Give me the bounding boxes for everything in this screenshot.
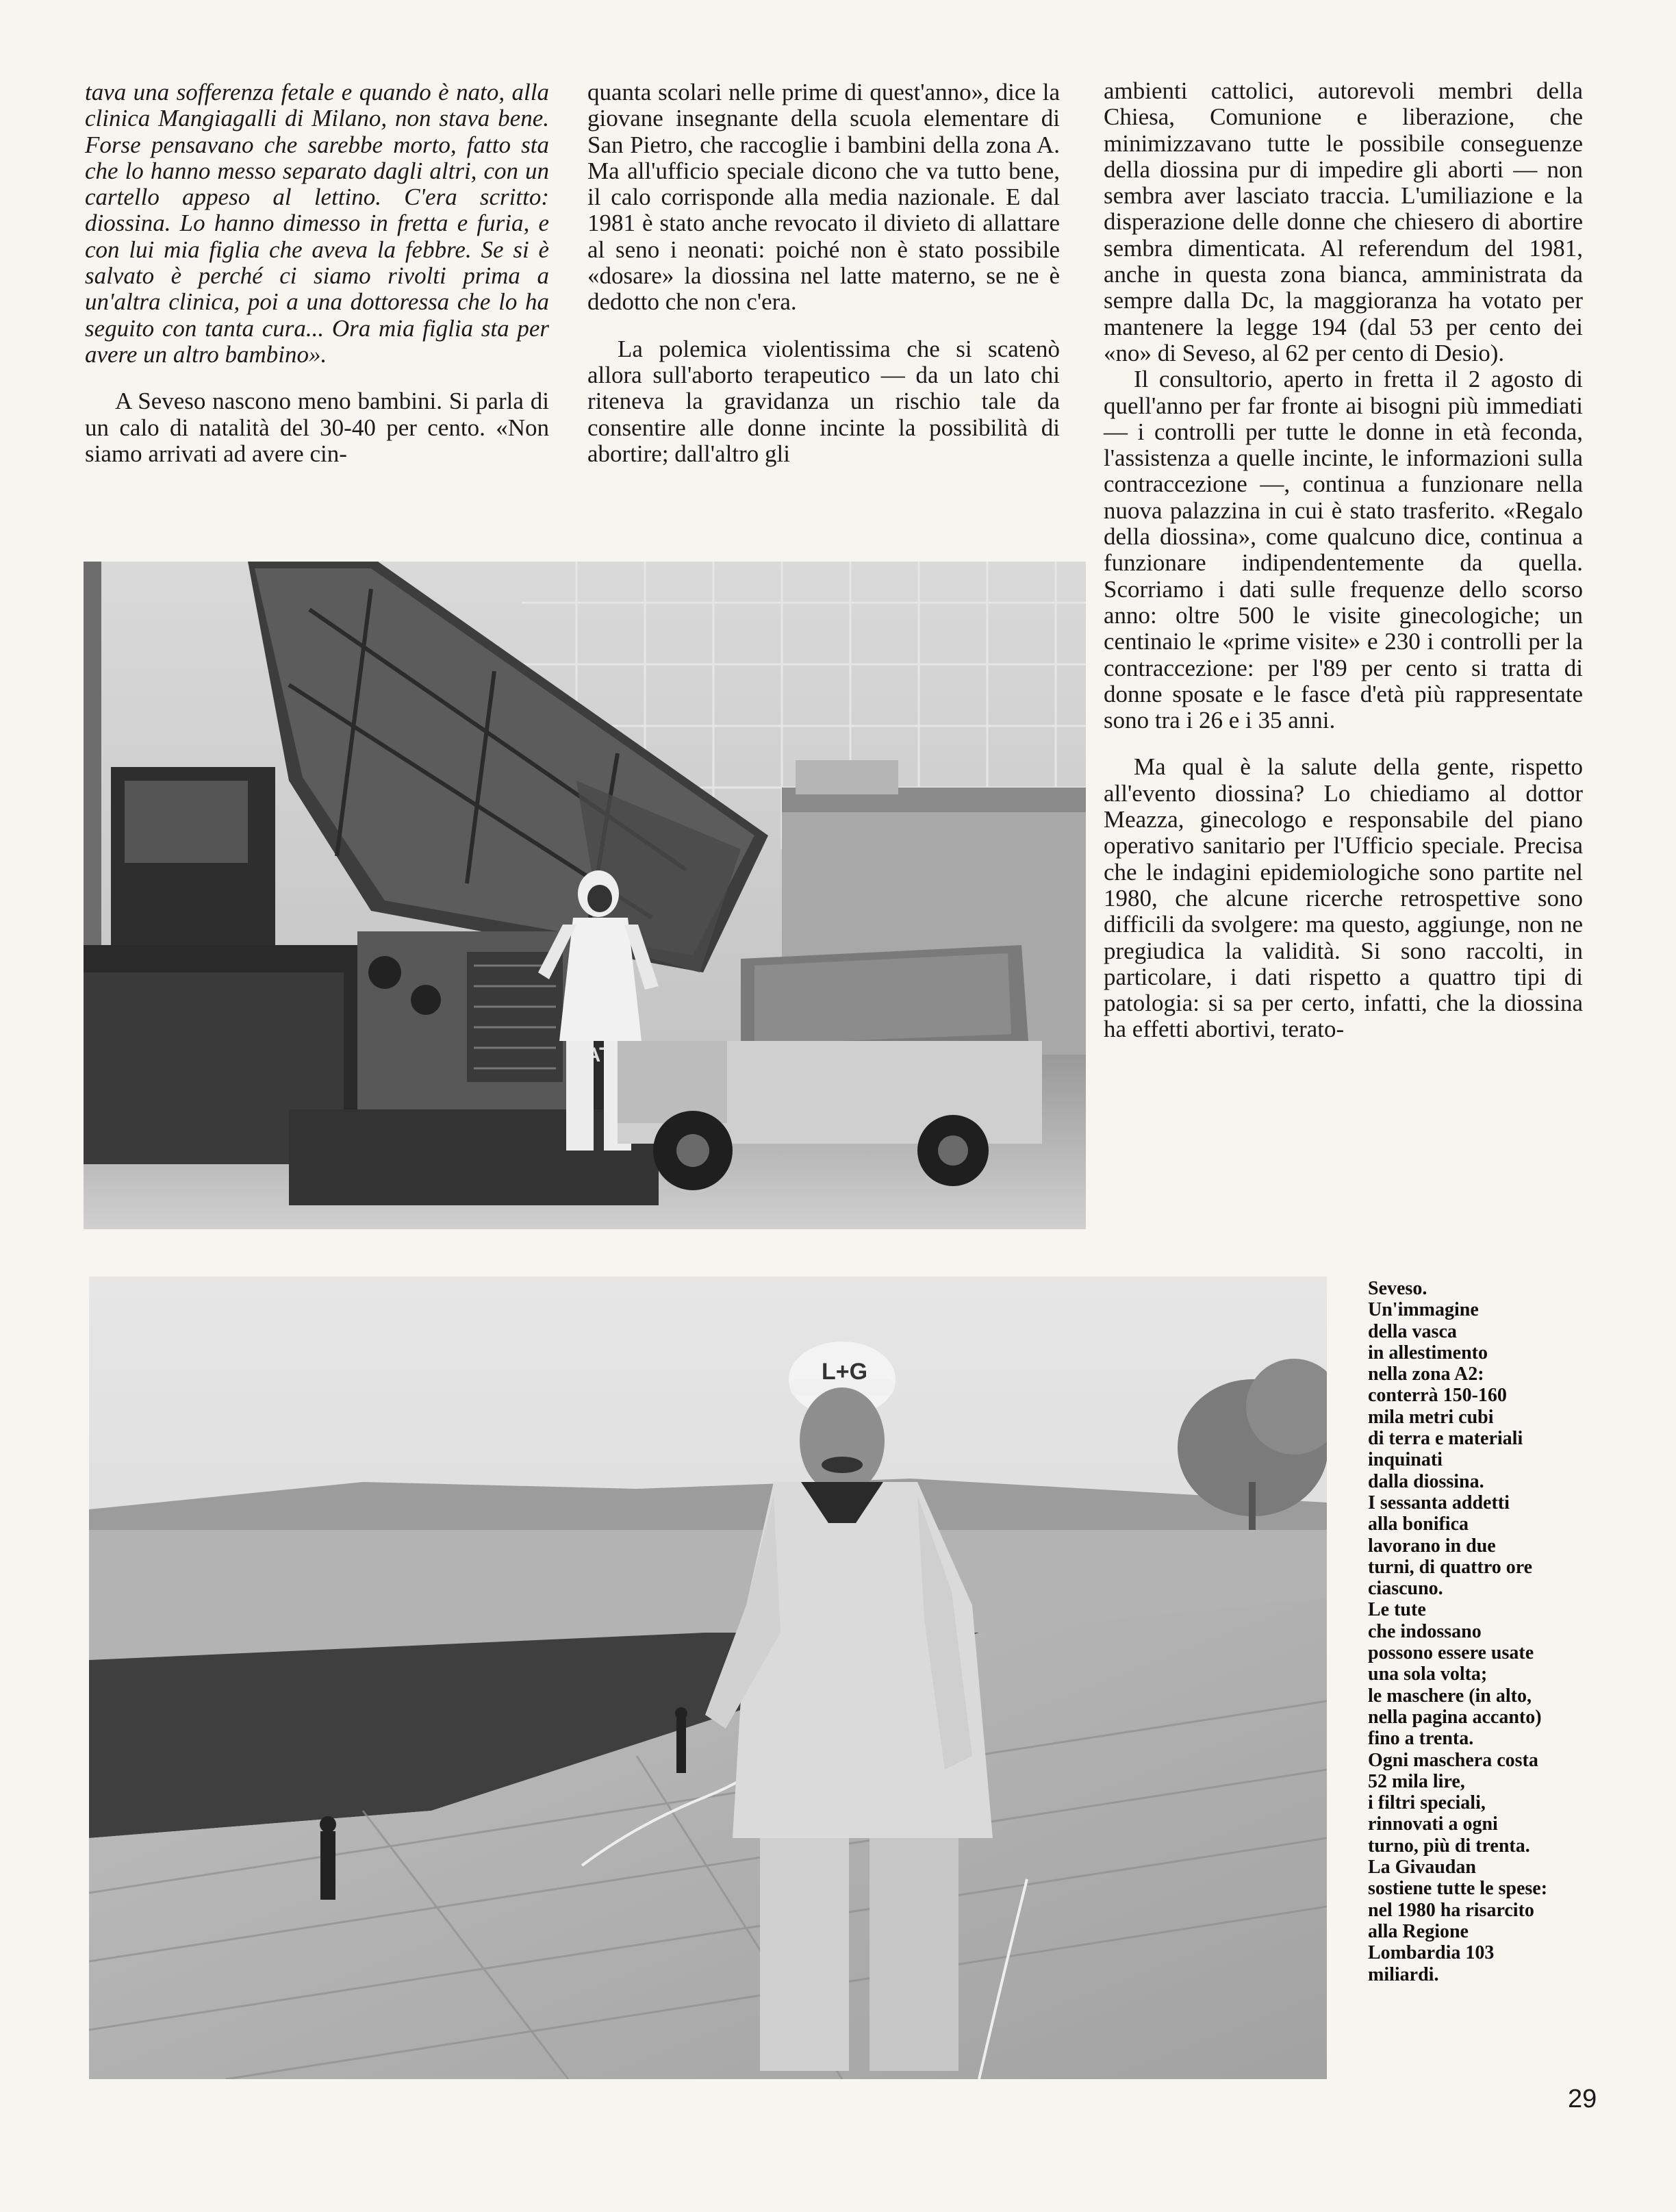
caption-line: I sessanta addetti [1368,1492,1510,1513]
caption-line: fino a trenta. [1368,1728,1474,1750]
caption-line: in allestimento [1368,1342,1488,1363]
helmet-label: L+G [822,1359,868,1385]
paragraph-health: Ma qual è la salute della gente, rispetto all'evento diossina? Lo chiediamo al dottor Meazza, ginecologo e responsabile del piano operativo sanitario per l'Ufficio speciale. Precisa che le indagini epidemiologiche sono partite nel 1980, che alcune ricerche retrospettive sono difficili da svolgere: ma questo, aggiunge, non ne pregiudica la validità. Si sono raccolti, in particolare, i dati rispetto a quattro tipi di patologia: si sa per certo, infatti, che la diossina ha effetti abortivi, terato- [1104,753,1583,1043]
caption-line: La Givaudan [1368,1857,1476,1878]
paragraph-quote-end: tava una sofferenza fetale e quando è nato, alla clinica Mangiagalli di Milano, non stava bene. Forse pensavano che sarebbe morto, fatto sta che lo hanno messo separato dagli altri, con un cartello appeso al lettino. C'era scritto: diossina. Lo hanno dimesso in fretta e furia, e con lui mia figlia che aveva la febbre. Se si è salvato è perché ci siamo rivolti prima a un'altra clinica, poi a una dottoressa che lo ha seguito con tanta cura... Ora mia figlia sta per avere un altro bambino». [85,79,549,368]
photo-basin-worker-image [89,1277,1327,2079]
caption-line: rinnovati a ogni [1368,1813,1498,1835]
paragraph-seveso-births: A Seveso nascono meno bambini. Si parla di un calo di natalità del 30-40 per cento. «Non siamo arrivati ad avere cin- [85,388,549,467]
paragraph-consultorio: Il consultorio, aperto in fretta il 2 agosto di quell'anno per far fronte ai bisogni più immediati — i controlli per tutte le donne in età feconda, l'assistenza a quelle incinte, le informazioni sulla contraccezione —, continua a funzionare nella nuova palazzina in cui è stato trasferito. «Regalo della diossina», come qualcuno dice, continua a funzionare indipendentemente da quella. Scorriamo i dati sulle frequenze dello scorso anno: oltre 500 le visite ginecologiche; un centinaio le «prime visite» e 230 i controlli per la contraccezione: per l'89 per cento si tratta di donne sposate e le fasce d'età più rappresentate sono tra i 26 e i 35 anni. [1104,366,1583,734]
caption-line: dalla diossina. [1368,1470,1484,1492]
article-column-1 [85,79,549,467]
photo-dump-truck-image [84,562,1086,1229]
caption-line: inquinati [1368,1449,1443,1471]
caption-line: turno, più di trenta. [1368,1835,1530,1857]
caption-line: nel 1980 ha risarcito [1368,1899,1534,1921]
caption-line: conterrà 150-160 [1368,1385,1507,1407]
page-number: 29 [1568,2085,1597,2113]
caption-line: Un'immagine [1368,1299,1479,1321]
caption-line: di terra e materiali [1368,1428,1523,1450]
photo-caption [1368,1278,1621,1985]
caption-line: ciascuno. [1368,1578,1443,1600]
caption-line: una sola volta; [1368,1663,1488,1685]
photo-basin-worker [89,1277,1327,2079]
caption-line: nella zona A2: [1368,1363,1484,1385]
paragraph-catholic: ambienti cattolici, autorevoli membri della Chiesa, Comunione e liberazione, che minimizzavano tutte le possibile conseguenze della diossina pur di impedire gli aborti — non sembra aver lasciato traccia. L'umiliazione e la disperazione delle donne che chiesero di abortire sembra dimenticata. Al referendum del 1981, anche in questa zona bianca, amministrata da sempre dalla Dc, la maggioranza ha votato per mantenere la legge 194 (dal 53 per cento dei «no» di Seveso, al 62 per cento di Desio). [1104,77,1583,366]
caption-line: della vasca [1368,1320,1457,1342]
article-column-2 [587,79,1060,467]
caption-line: alla bonifica [1368,1513,1469,1535]
caption-line: lavorano in due [1368,1535,1496,1557]
paragraph-school: quanta scolari nelle prime di quest'anno», dice la giovane insegnante della scuola elementare di San Pietro, che raccoglie i bambini della zona A. Ma all'ufficio speciale dicono che va tutto bene, il calo corrisponde alla media nazionale. E dal 1981 è stato anche revocato il divieto di allattare al seno i neonati: poiché non è stato possibile «dosare» la diossina nel latte materno, se ne è dedotto che non c'era. [587,79,1060,316]
caption-line: i filtri speciali, [1368,1792,1486,1814]
caption-line: 52 mila lire, [1368,1770,1465,1792]
photo-dump-truck [84,562,1086,1229]
caption-line: sostiene tutte le spese: [1368,1878,1548,1900]
caption-line: che indossano [1368,1620,1482,1642]
caption-line: alla Regione [1368,1920,1469,1942]
article-column-3 [1104,78,1583,1043]
caption-line: Le tute [1368,1599,1426,1621]
caption-line: le maschere (in alto, [1368,1685,1532,1707]
caption-line: nella pagina accanto) [1368,1706,1542,1728]
caption-line: miliardi. [1368,1963,1439,1985]
caption-line: Ogni maschera costa [1368,1749,1538,1771]
caption-line: Lombardia 103 [1368,1942,1495,1964]
caption-line: Seveso. [1368,1278,1427,1299]
caption-line: turni, di quattro ore [1368,1556,1533,1578]
caption-line: mila metri cubi [1368,1406,1494,1428]
caption-line: possono essere usate [1368,1642,1534,1664]
paragraph-abortion-debate: La polemica violentissima che si scatenò allora sull'aborto terapeutico — da un lato chi riteneva la gravidanza un rischio tale da consentire alle donne incinte la possibilità di abortire; dall'altro gli [587,335,1060,467]
